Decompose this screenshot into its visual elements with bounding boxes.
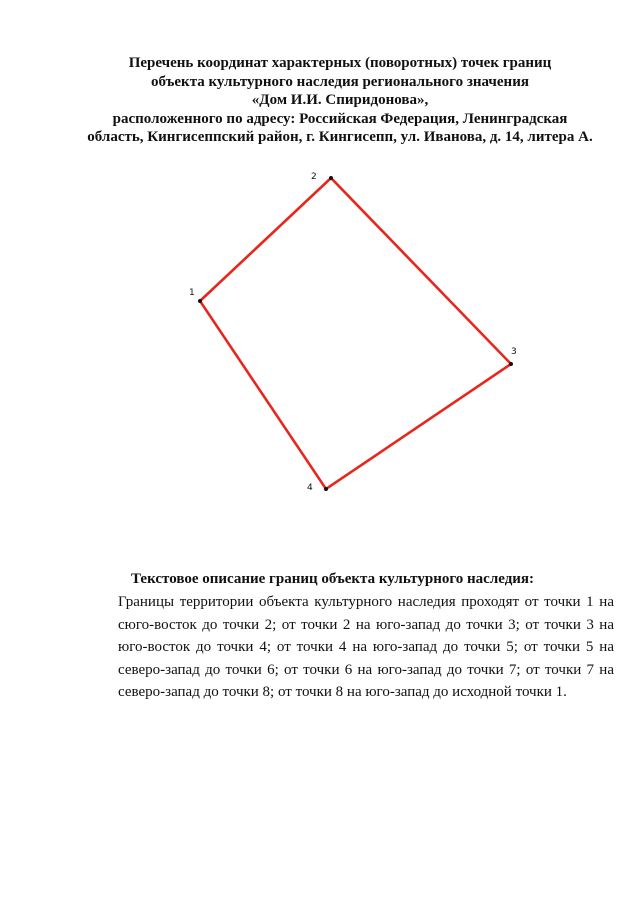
description-body xyxy=(118,591,614,704)
point-3-label: 3 xyxy=(511,347,517,357)
point-2-marker xyxy=(329,176,333,180)
point-3-marker xyxy=(509,362,513,366)
description-text: Границы территории объекта культурного наследия проходят от точки 1 на сюго-восток до точки 2; от точки 2 на юго-запад до точки 3; от точки 3 на юго-восток до точки 4; от точки 4 на юго-запад до точки 5; от точки 5 на северо-запад до точки 6; от точки 6 на юго-запад до точки 7; от точки 7 на северо-запад до точки 8; от точки 8 на юго-запад до исходной точки 1. xyxy=(118,594,614,700)
title-line-1: Перечень координат характерных (поворотных) точек границ xyxy=(128,55,552,71)
point-2-label: 2 xyxy=(311,172,317,182)
title-line-5: область, Кингисеппский район, г. Кингисепп, ул. Иванова, д. 14, литера А. xyxy=(87,129,593,145)
point-1-label: 1 xyxy=(189,288,195,298)
description-heading: Текстовое описание границ объекта культурного наследия: xyxy=(131,571,535,587)
boundary-polygon xyxy=(200,178,511,489)
point-1-marker xyxy=(198,299,202,303)
title-line-2: объекта культурного наследия регионального значения xyxy=(151,73,529,90)
point-4-marker xyxy=(324,487,328,491)
title-line-3: «Дом И.И. Спиридонова», xyxy=(251,92,429,108)
title-line-4: расположенного по адресу: Российская Федерация, Ленинградская xyxy=(112,110,568,127)
point-4-label: 4 xyxy=(307,483,313,493)
